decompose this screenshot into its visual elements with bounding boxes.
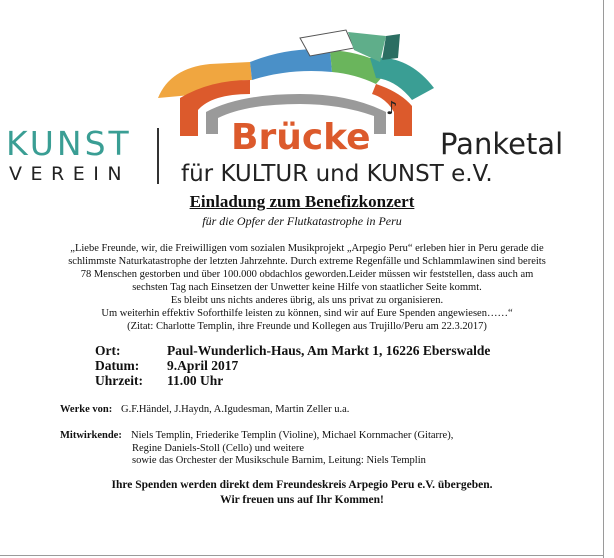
- page-border-bottom: [0, 555, 604, 556]
- quote-line: (Zitat: Charlotte Templin, ihre Freunde und Kollegen aus Trujillo/Peru am 22.3.2017): [127, 321, 487, 332]
- quote-line: sechsten Tag nach Einsetzen der Unwetter keine Hilfe von staatlicher Seite kommt.: [132, 282, 482, 293]
- mitwirkende-line: sowie das Orchester der Musikschule Barnim, Leitung: Niels Templin: [132, 455, 426, 466]
- quote-line: „Liebe Freunde, wir, die Freiwilligen vom sozialen Musikprojekt „Arpegio Peru“ erleben hier in Peru gerade die: [70, 243, 544, 254]
- datum-label: Datum:: [95, 358, 140, 373]
- closing-line-1: Ihre Spenden werden direkt dem Freundeskreis Arpegio Peru e.V. übergeben.: [111, 479, 493, 491]
- mitwirkende-label: Mitwirkende:: [60, 430, 122, 441]
- quote-line: schlimmste Naturkatastrophe der letzten Jahrzehnte. Durch extreme Regenfälle und Schlammlawinen sind bereits: [68, 256, 546, 267]
- page-title: Einladung zum Benefizkonzert: [189, 192, 415, 211]
- page-border-right: [603, 0, 604, 558]
- org-name-panketal: Panketal: [440, 127, 564, 161]
- closing-line-2: Wir freuen uns auf Ihr Kommen!: [220, 494, 384, 506]
- mitwirkende-line: Regine Daniels-Stoll (Cello) und weitere: [132, 442, 305, 454]
- logo-divider: [157, 128, 159, 184]
- mitwirkende-list: [131, 430, 453, 468]
- ort-value: Paul-Wunderlich-Haus, Am Markt 1, 16226 Eberswalde: [167, 343, 491, 358]
- quote-line: Um weiterhin effektiv Soforthilfe leisten zu können, sind wir auf Eure Spenden angewiesen……“: [101, 308, 513, 319]
- uhrzeit-label: Uhrzeit:: [95, 373, 143, 388]
- quote-block: [40, 242, 574, 333]
- org-name-verein: VEREIN: [9, 163, 131, 185]
- quote-line: Es bleibt uns nichts anderes übrig, als uns privat zu organisieren.: [170, 295, 444, 306]
- org-name-kunst: KUNST: [6, 124, 132, 163]
- org-subline: für KULTUR und KUNST e.V.: [181, 161, 493, 187]
- werke-value: G.F.Händel, J.Haydn, A.Igudesman, Martin Zeller u.a.: [121, 404, 350, 415]
- quote-line: 78 Menschen gestorben und über 100.000 obdachlos geworden.Leider müssen wir feststellen, dass auch am: [80, 269, 534, 280]
- music-note-icon: ♪: [386, 98, 398, 119]
- brand-word-bruecke: Brücke: [231, 117, 371, 158]
- uhrzeit-value: 11.00 Uhr: [167, 373, 224, 388]
- datum-value: 9.April 2017: [167, 358, 239, 373]
- ort-label: Ort:: [95, 343, 121, 358]
- mitwirkende-line: Niels Templin, Friederike Templin (Violine), Michael Kornmacher (Gitarre),: [131, 430, 454, 441]
- page-subtitle: für die Opfer der Flutkatastrophe in Peru: [202, 214, 402, 228]
- werke-label: Werke von:: [60, 404, 113, 415]
